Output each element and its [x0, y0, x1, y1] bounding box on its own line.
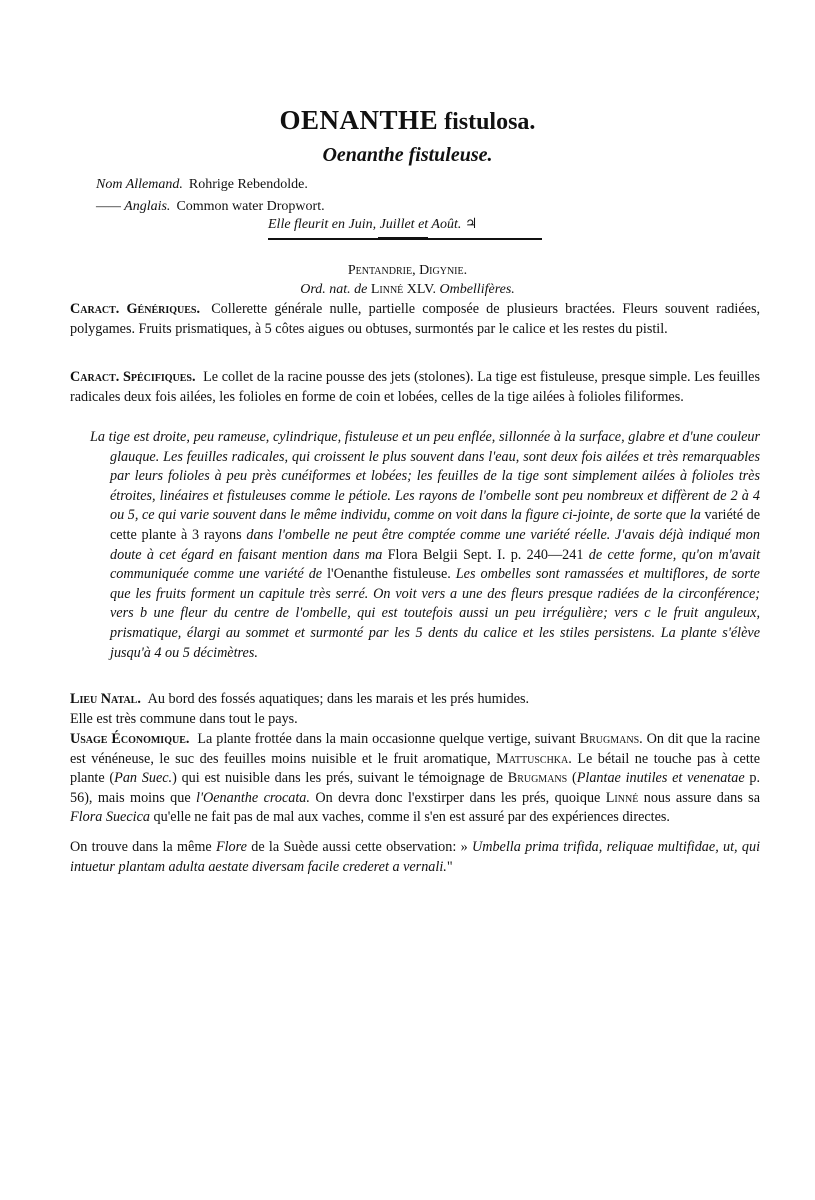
usage-author-2: Mattuschka. — [496, 750, 572, 767]
description-paragraph — [90, 428, 760, 663]
flowering-period — [268, 216, 477, 234]
closing-text-2: de la Suède aussi cette observation: » — [251, 839, 468, 855]
page-subtitle: Oenanthe fistuleuse. — [322, 144, 493, 166]
usage-text-5: ( — [571, 770, 577, 787]
usage-author-3: Brugmans — [507, 770, 568, 787]
generic-characters — [70, 300, 760, 339]
usage-italic-2: Plantae inutiles et venenatae — [576, 770, 745, 787]
title-species: fistulosa. — [444, 109, 536, 135]
description-part-1: La tige est droite, peu rameuse, cylindrique, fistuleuse et un peu enflée, sillonnée à la surface, glabre et d'une couleur glauque. Les feuilles radicales, qui croissent le plus souvent dans l'eau, sont deux fois ailées et très remarquables par leurs folioles à peu près cunéiformes et lobées; les feuilles de la tige sont simplement ailées à folioles très étroites, linéaires et fistuleuses comme le pétiole. Les rayons de l'ombelle sont peu nombreux et diffèrent de 2 à 4 ou 5, ce qui varie souvent dans le même individu, comme on voit dans la figure ci-jointe, de sorte que la — [90, 429, 760, 524]
usage-italic-3: l'Oenanthe crocata. — [196, 789, 310, 806]
habitat — [70, 690, 760, 729]
vernacular-german — [96, 176, 308, 194]
usage-italic-4: Flora Suecica — [70, 809, 150, 826]
description-part-6: de cette forme, qu'on m'avait communiquée comme une variété de — [110, 546, 761, 583]
usage-text-4: ) qui est nuisible dans les prés, suivant le témoignage de — [172, 770, 503, 787]
title-genus: OENANTHE — [279, 105, 439, 135]
vernacular-english — [96, 198, 325, 216]
description-part-2: variété de cette plante — [110, 507, 761, 543]
vernacular-english-label: —— Anglais. — [96, 199, 171, 214]
natural-order-name: Ombellifères. — [439, 282, 515, 297]
perennial-symbol: ♃ — [464, 217, 478, 232]
generic-label: Caract. Génériques. — [70, 301, 201, 317]
natural-order — [0, 281, 815, 299]
closing-latin-quote: Umbella prima trifida, reliquae multifidae, ut, qui intuetur plantam adulta aestate diversam facile crederet a vernali. — [70, 839, 761, 875]
usage-italic-1: Pan Suec. — [114, 770, 173, 787]
vernacular-english-value: Common water Dropwort. — [176, 199, 325, 214]
habitat-text: Au bord des fossés aquatiques; dans les marais et les prés humides. — [147, 691, 530, 707]
economic-usage — [70, 730, 760, 828]
title-divider — [268, 238, 542, 240]
usage-text-8: nous assure dans sa — [643, 789, 760, 806]
closing-text-3: " — [446, 858, 453, 875]
specific-label: Caract. Spécifiques. — [70, 369, 196, 385]
usage-text-6: p. 56), mais moins que — [70, 770, 761, 806]
description-part-7: l'Oenanthe fistuleuse. — [327, 566, 451, 583]
usage-text-3: Le bétail ne touche pas à cette plante ( — [70, 750, 761, 787]
vernacular-german-label: Nom Allemand. — [96, 177, 183, 192]
description-part-8: Les ombelles sont ramassées et multiflores, de sorte que les fruits forment un capitule très serré. On voit vers a une des fleurs presque radiées de la circonférence; vers b une fleur du centre de l'ombelle, qui est toutefois aussi un peu irrégulière; vers c le fruit anguleux, prismatique, élargi au sommet et surmonté par les 5 dents du calice et les stiles persistens. La plante s'élève jusqu'à 4 ou 5 décimètres. — [110, 566, 760, 661]
natural-order-prefix: Ord. nat. de — [300, 282, 368, 297]
closing-italic-1: Flore — [215, 839, 247, 855]
linnaean-class: Pentandrie, Digynie. — [347, 263, 468, 278]
natural-order-author: Linné XLV. — [370, 282, 436, 297]
usage-label: Usage Économique. — [70, 731, 190, 747]
flowering-text: Elle fleurit en Juin, Juillet et Août. — [268, 217, 462, 232]
specific-text: Le collet de la racine pousse des jets (stolones). La tige est fistuleuse, presque simple. Les feuilles radicales deux fois ailées, les folioles en forme de coin et lobées, celles de la tige ailées à folioles filiformes. — [70, 369, 761, 405]
usage-author-4: Linné — [605, 789, 639, 806]
usage-text-9: qu'elle ne fait pas de mal aux vaches, comme il s'en est assuré par des expériences directes. — [153, 809, 670, 826]
usage-text-1: La plante frottée dans la main occasionne quelque vertige, suivant — [197, 731, 576, 747]
usage-author-1: Brugmans. — [579, 731, 643, 747]
habitat-label: Lieu Natal. — [70, 691, 141, 707]
habitat-text-2: Elle est très commune dans tout le pays. — [70, 710, 298, 727]
description-part-4: dans l'ombelle ne peut être comptée comme une variété réelle. J'avais déjà indiqué mon doute à cet égard en faisant mention dans ma — [110, 526, 760, 563]
usage-text-7: On devra donc l'exstirper dans les prés, quoique — [315, 789, 601, 806]
vernacular-german-value: Rohrige Rebendolde. — [188, 177, 308, 192]
page-title — [0, 104, 815, 138]
generic-text: Collerette générale nulle, partielle composée de plusieurs bractées. Fleurs souvent radiées, polygames. Fruits prismatiques, à 5 côtes aigues ou obtuses, surmontés par le calice et les restes du pistil. — [70, 301, 761, 337]
closing-text-1: On trouve dans la même — [70, 839, 212, 855]
description-part-5: Flora Belgii Sept. I. p. 240—241 — [387, 546, 584, 563]
closing-observation — [70, 838, 760, 877]
specific-characters — [70, 368, 760, 407]
usage-text-2: On dit que la racine est vénéneuse, le suc des feuilles moins nuisible et le fruit aromatique, — [70, 731, 760, 767]
description-part-3: à 3 rayons — [180, 526, 242, 543]
